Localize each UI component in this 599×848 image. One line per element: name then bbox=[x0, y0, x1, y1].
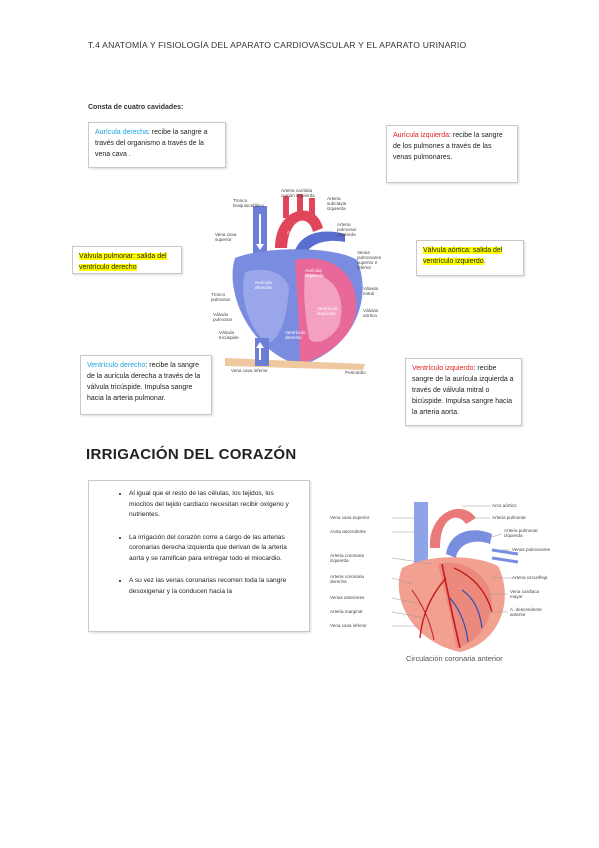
term-ventriculo-derecho: Ventrículo derecho bbox=[87, 362, 146, 369]
label-arteria-subclavia: Arteria subclavia izquierda bbox=[327, 196, 347, 211]
label-pericardio: Pericardio bbox=[345, 370, 366, 375]
text-valvula-aortica: Válvula aórtica: salida del ventrículo izquierdo bbox=[423, 247, 503, 265]
label-valvula-tricuspide: Válvula tricúspide bbox=[219, 330, 239, 340]
irrigation-item: • Al igual que el resto de las células, los tejidos, los miocitos del tejido cardíaco necesitan recibir oxígeno y nutrientes. bbox=[129, 489, 299, 521]
coronary-label-arteria-coronaria-izquierda: Arteria coronaria izquierda bbox=[330, 553, 364, 563]
coronary-diagram bbox=[330, 494, 551, 674]
coronary-label-vena-cava-superior: Vena cava superior bbox=[330, 515, 370, 520]
box-ventriculo-derecho bbox=[80, 355, 212, 415]
text-valvula-aortica-after: . bbox=[483, 258, 486, 265]
label-ventriculo-derecho: Ventrículo derecho bbox=[285, 330, 306, 340]
coronary-label-arteria-circunfleja: Arteria circunfleja bbox=[512, 575, 548, 580]
label-vena-cava-superior: Vena cava superior bbox=[215, 232, 237, 242]
coronary-label-venas-pulmonares: Venas pulmonares bbox=[512, 547, 551, 552]
label-aorta: Aorta bbox=[287, 230, 298, 235]
coronary-label-vena-cava-inferior: Vena cava inferior bbox=[330, 623, 367, 628]
coronary-label-venas-anteriores: Venas anteriores bbox=[330, 595, 365, 600]
term-auricula-derecha: Aurícula derecha bbox=[95, 129, 148, 136]
heart-illustration bbox=[205, 188, 385, 378]
intro-text: Consta de cuatro cavidades: bbox=[88, 104, 184, 111]
label-valvula-aortica: Válvula aórtica bbox=[363, 308, 379, 318]
label-arteria-carotida: Arteria carótida común izquierda bbox=[281, 188, 315, 198]
irrigation-list bbox=[111, 489, 299, 597]
term-auricula-izquierda: Aurícula izquierda bbox=[393, 132, 450, 139]
label-tronco-pulmonar: Tronco pulmonar bbox=[211, 292, 231, 302]
coronary-label-arco-aortico: Arco aórtico bbox=[492, 503, 517, 508]
irrigation-item: • La irrigación del corazón corre a cargo de las arterias coronarias derecha izquierda que derivan de la arteria aorta y se ramifican para entregar todo el miocardio. bbox=[129, 533, 299, 565]
coronary-label-arteria-pulmonar: Arteria pulmonar bbox=[492, 515, 526, 520]
text-auricula-derecha: : recibe la sangre a través del organismo a través de la vena cava . bbox=[95, 129, 208, 158]
label-venas-pulmonares: Venas pulmonares superior e inferior bbox=[357, 250, 382, 270]
box-ventriculo-izquierdo bbox=[405, 358, 522, 426]
label-ventriculo-izquierdo: Ventrículo izquierdo bbox=[317, 306, 338, 316]
label-valvula-mitral: Válvula mitral bbox=[363, 286, 379, 296]
box-auricula-derecha bbox=[88, 122, 226, 168]
label-arteria-pulmonar-izquierda: Arteria pulmonar izquierda bbox=[337, 222, 357, 237]
document-header: T.4 ANATOMÍA Y FISIOLOGÍA DEL APARATO CARDIOVASCULAR Y EL APARATO URINARIO bbox=[88, 40, 467, 50]
label-tronco-braquiocefalico: Tronco braquiocefálico bbox=[233, 198, 264, 208]
label-auricula-izquierda: Aurícula izquierda bbox=[305, 268, 324, 278]
label-auricula-derecha: Aurícula derecha bbox=[255, 280, 272, 290]
term-ventriculo-izquierdo: Ventrículo izquierdo bbox=[412, 365, 474, 372]
heart-diagram bbox=[205, 188, 385, 378]
box-valvula-aortica bbox=[416, 240, 524, 276]
text-ventriculo-izquierdo: : recibe sangre de la aurícula izquierda a través de válvula mitral o bicúspide. Impulsa sangre hacia la arteria aorta. bbox=[412, 365, 514, 416]
coronary-label-descendente-anterior: A. descendente anterior bbox=[510, 607, 542, 617]
label-vena-cava-inferior: Vena cava inferior bbox=[231, 368, 268, 373]
irrigation-box bbox=[88, 480, 310, 632]
irrigation-item: • A su vez las venas coronarias recorren toda la sangre desoxigenar y la conducen hacia la bbox=[129, 576, 299, 597]
section-title-irrigacion: IRRIGACIÓN DEL CORAZÓN bbox=[86, 446, 297, 463]
coronary-label-aorta-ascendente: Aorta ascendente bbox=[330, 529, 367, 534]
box-auricula-izquierda bbox=[386, 125, 518, 183]
coronary-label-vena-cardiaca-mayor: Vena cardiaca mayor bbox=[510, 589, 540, 599]
label-valvula-pulmonar: Válvula pulmonar bbox=[213, 312, 233, 322]
coronary-label-arteria-pulmonar-izquierda: Arteria pulmonar izquierda bbox=[504, 528, 538, 538]
coronary-label-arteria-coronaria-derecha: Arteria coronaria derecha bbox=[330, 574, 364, 584]
coronary-label-arteria-marginal: Arteria marginal bbox=[330, 609, 363, 614]
text-ventriculo-derecho: : recibe la sangre de la aurícula derecha a través de la válvula tricúspide. Impulsa sangre hacia la arteria pulmonar. bbox=[87, 362, 201, 402]
coronary-caption: Circulación coronaria anterior bbox=[406, 654, 503, 663]
box-valvula-pulmonar bbox=[72, 246, 182, 274]
text-valvula-pulmonar: Válvula pulmonar: salida del ventrículo derecho bbox=[79, 253, 167, 271]
text-auricula-izquierda: : recibe la sangre de los pulmones a través de las venas pulmonares. bbox=[393, 132, 503, 161]
